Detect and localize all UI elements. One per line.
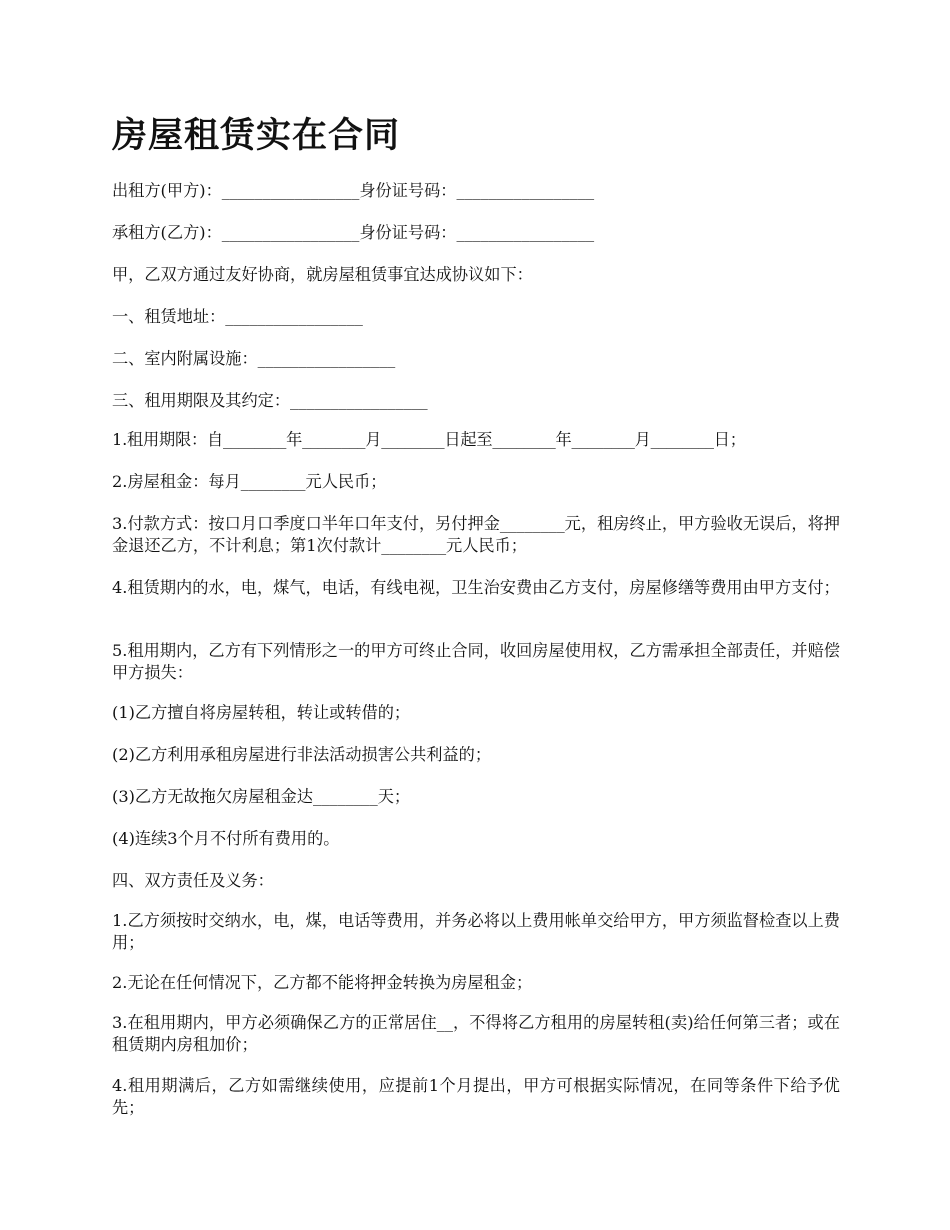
clause-payment: 3.付款方式：按口月口季度口半年口年支付，另付押金________元，租房终止，甲方验收无误后，将押金退还乙方，不计利息；第1次付款计________元人民币； — [112, 514, 840, 555]
section-1-address: 一、租赁地址：_________________ — [112, 307, 363, 326]
duty-1-fees: 1.乙方须按时交纳水，电，煤，电话等费用，并务必将以上费用帐单交给甲方，甲方须监督检查以上费用； — [112, 911, 840, 952]
agreement-intro: 甲，乙双方通过友好协商，就房屋租赁事宜达成协议如下： — [112, 265, 533, 284]
termination-item-2: (2)乙方利用承租房屋进行非法活动损害公共利益的； — [112, 745, 492, 764]
clause-utilities: 4.租赁期内的水，电，煤气，电话，有线电视，卫生治安费由乙方支付，房屋修缮等费用由甲方支付； — [112, 578, 840, 597]
termination-item-1: (1)乙方擅自将房屋转租，转让或转借的； — [112, 703, 411, 722]
document-title: 房屋租赁实在合同 — [112, 115, 401, 156]
duty-3-residence: 3.在租用期内，甲方必须确保乙方的正常居住__，不得将乙方租用的房屋转租(卖)给任何第三者；或在租赁期内房租加价； — [112, 1013, 840, 1054]
termination-item-3: (3)乙方无故拖欠房屋租金达________天； — [112, 787, 411, 806]
section-2-facilities: 二、室内附属设施：_________________ — [112, 349, 396, 368]
section-4-duties: 四、双方责任及义务： — [112, 871, 274, 890]
lessor-line: 出租方(甲方)：_________________身份证号码：_________________ — [112, 181, 595, 200]
clause-rent: 2.房屋租金：每月________元人民币； — [112, 472, 387, 491]
duty-4-renewal: 4.租用期满后，乙方如需继续使用，应提前1个月提出，甲方可根据实际情况，在同等条件下给予优先； — [112, 1076, 840, 1117]
termination-item-4: (4)连续3个月不付所有费用的。 — [112, 829, 340, 848]
clause-rental-period: 1.租用期限：自________年________月________日起至________年________月________日； — [112, 430, 746, 449]
lessee-line: 承租方(乙方)：_________________身份证号码：_________________ — [112, 223, 595, 242]
duty-2-deposit: 2.无论在任何情况下，乙方都不能将押金转换为房屋租金； — [112, 973, 533, 992]
clause-termination: 5.租用期内，乙方有下列情形之一的甲方可终止合同，收回房屋使用权，乙方需承担全部责任，并赔偿甲方损失： — [112, 641, 840, 682]
section-3-term: 三、租用期限及其约定：_________________ — [112, 391, 428, 410]
